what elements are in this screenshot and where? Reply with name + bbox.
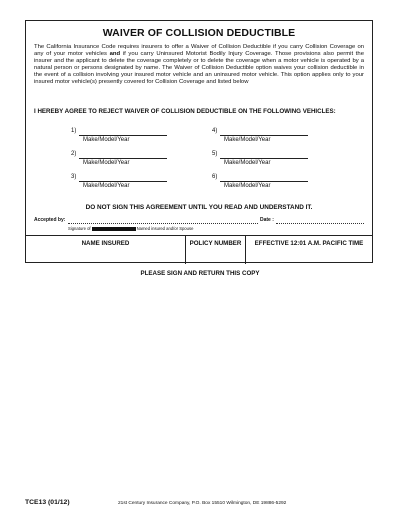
name-insured-cell[interactable] <box>26 236 186 264</box>
signature-prefix: Signature of <box>68 226 91 231</box>
signature-suffix: Named insured and/or Spouse <box>136 226 194 231</box>
vehicle-line[interactable] <box>220 158 308 159</box>
vehicle-entry-3[interactable] <box>71 174 191 192</box>
vehicle-number: 1) <box>71 128 77 134</box>
date-line[interactable] <box>276 223 364 224</box>
intro-text-bold: and <box>109 51 121 58</box>
vehicle-entry-2[interactable] <box>71 151 191 169</box>
policy-number-header: POLICY NUMBER <box>189 240 242 247</box>
company-address: 21st Century Insurance Company, P.O. Box 15510 Wilmington, DE 19886-5292 <box>118 501 287 506</box>
vehicle-entry-6[interactable] <box>212 174 332 192</box>
vehicle-caption: Make/Model/Year <box>224 160 271 166</box>
vehicle-number: 2) <box>71 151 77 157</box>
warning-text: DO NOT SIGN THIS AGREEMENT UNTIL YOU READ AND UNDERSTAND IT. <box>85 204 313 211</box>
vehicle-caption: Make/Model/Year <box>224 183 271 189</box>
vehicle-line[interactable] <box>79 158 167 159</box>
intro-text-part2: if you carry Uninsured Motorist Bodily Injury Coverage. Those provisions also permit the insurer and the applicant to delete the coverage completely or to delete the coverage when a motor vehicle is operated by a natural person or persons designated by name. The Waiver of Collision Deductible option waives your collision deductible in the event of a collision involving your insured motor vehicle and an uninsured motor vehicle. This option applies only to your insured motor vehicle(s) presently covered for Collision Coverage and listed below <box>34 51 364 86</box>
policy-number-cell[interactable] <box>186 236 246 264</box>
sign-return-instruction: PLEASE SIGN AND RETURN THIS COPY <box>140 270 260 277</box>
vehicle-number: 4) <box>212 128 218 134</box>
vehicle-number: 5) <box>212 151 218 157</box>
vehicle-line[interactable] <box>220 181 308 182</box>
vehicle-entry-4[interactable] <box>212 128 332 146</box>
vehicle-entry-1[interactable] <box>71 128 191 146</box>
vehicle-number: 6) <box>212 174 218 180</box>
redaction-bar <box>92 227 136 231</box>
vehicle-line[interactable] <box>79 135 167 136</box>
name-insured-header: NAME INSURED <box>81 240 130 247</box>
accepted-by-signature-line[interactable] <box>68 223 258 224</box>
vehicle-caption: Make/Model/Year <box>224 137 271 143</box>
accepted-by-label: Accepted by: <box>34 217 66 223</box>
intro-text-part1: The California Insurance Code requires insurers to offer a Waiver of Collision Deductible if you carry Collision Coverage on any of your motor vehicles <box>34 44 364 58</box>
vehicle-caption: Make/Model/Year <box>83 183 130 189</box>
vehicle-entry-5[interactable] <box>212 151 332 169</box>
vehicle-line[interactable] <box>79 181 167 182</box>
vehicle-caption: Make/Model/Year <box>83 137 130 143</box>
signature-caption <box>68 226 193 231</box>
effective-time-header: EFFECTIVE 12:01 A.M. PACIFIC TIME <box>254 240 364 247</box>
vehicle-number: 3) <box>71 174 77 180</box>
form-code: TCE13 (01/12) <box>25 499 70 506</box>
policy-info-table <box>26 235 372 264</box>
effective-time-cell[interactable] <box>246 236 372 264</box>
waiver-form <box>25 20 373 263</box>
vehicle-line[interactable] <box>220 135 308 136</box>
vehicle-caption: Make/Model/Year <box>83 160 130 166</box>
form-title: WAIVER OF COLLISION DEDUCTIBLE <box>102 27 296 39</box>
date-label: Date : <box>260 217 274 223</box>
agree-statement: I HEREBY AGREE TO REJECT WAIVER OF COLLISION DEDUCTIBLE ON THE FOLLOWING VEHICLES: <box>34 108 336 115</box>
intro-paragraph <box>34 44 364 87</box>
